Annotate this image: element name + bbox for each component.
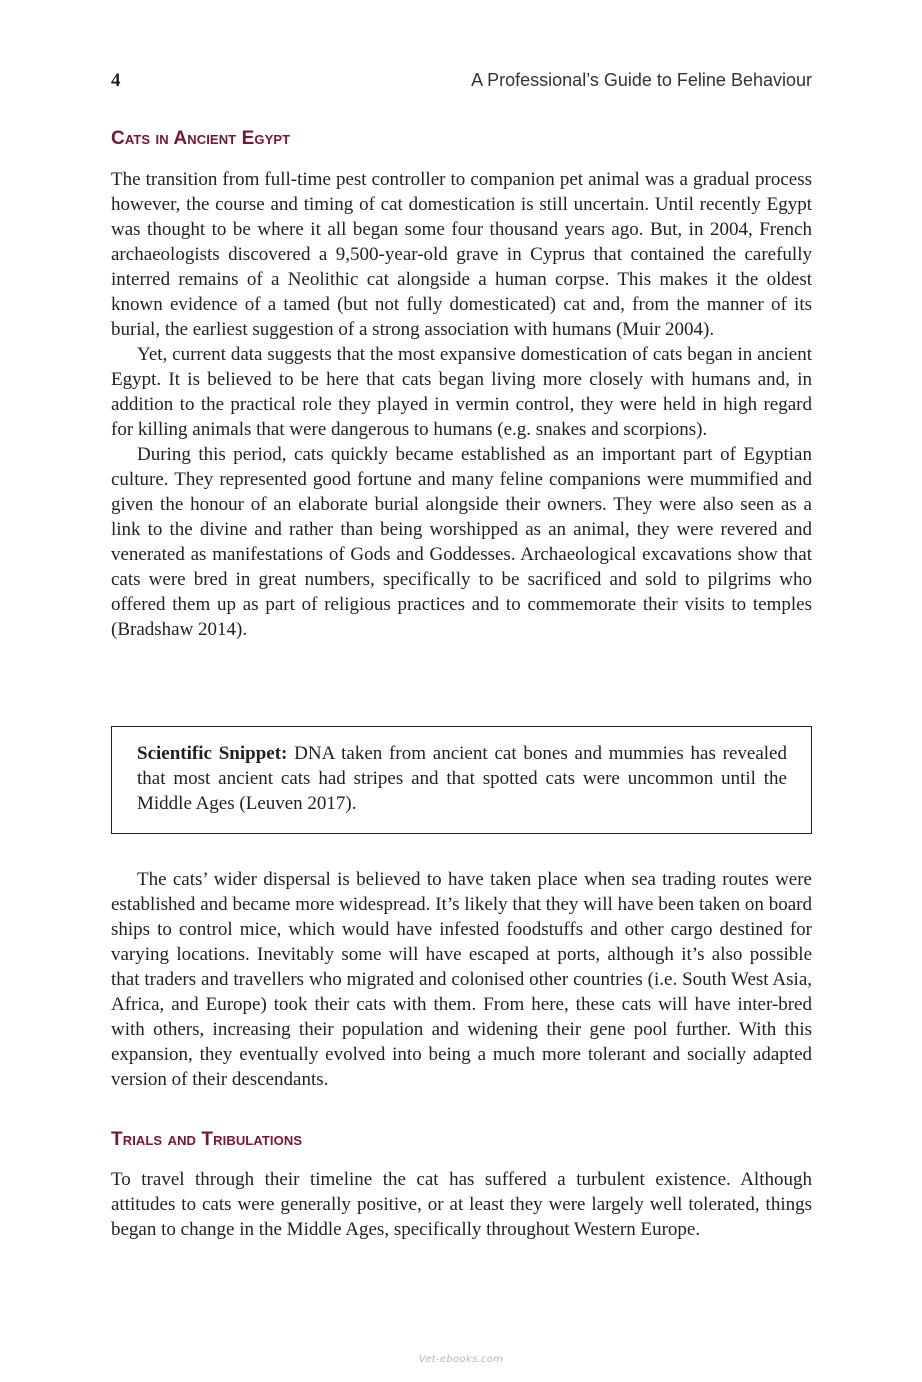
watermark-logo: Vet-ebooks.com <box>418 1354 504 1365</box>
paragraph-domestication-origins: The transition from full-time pest controller to companion pet animal was a gradual process however, the course and timing of cat domestication is still uncertain. Until recently Egypt was thought to be where it all began some four thousand years ago. But, in 2004, French archaeologists discovered a 9,500-year-old grave in Cyprus that contained the carefully interred remains of a Neolithic cat alongside a human corpse. This makes it the oldest known evidence of a tamed (but not fully domesticated) cat and, from the manner of its burial, the earliest suggestion of a strong association with humans (Muir 2004). <box>111 169 812 340</box>
trials-text-block <box>111 1167 812 1242</box>
scientific-snippet-body: DNA taken from ancient cat bones and mummies has revealed that most ancient cats had stripes and that spotted cats were uncommon until the Middle Ages (Leuven 2017). <box>137 743 787 814</box>
dispersal-text-block <box>111 867 812 1092</box>
scientific-snippet-text <box>137 741 787 816</box>
page-number: 4 <box>111 70 121 91</box>
section-heading-trials-and-tribulations: Trials and Tribulations <box>111 1129 303 1150</box>
section-heading-cats-in-ancient-egypt: Cats in Ancient Egypt <box>111 128 291 149</box>
scientific-snippet-box <box>111 726 812 834</box>
paragraph-egyptian-culture: During this period, cats quickly became established as an important part of Egyptian culture. They represented good fortune and many feline companions were mummified and given the honour of an elaborate burial alongside their owners. They were also seen as a link to the divine and rather than being worshipped as an animal, they were revered and venerated as manifestations of Gods and Goddesses. Archaeological excavations show that cats were bred in great numbers, specifically to be sacrificed and sold to pilgrims who offered them up as part of religious practices and to commemorate their visits to temples (Bradshaw 2014). <box>111 444 812 640</box>
paragraph-turbulent-existence: To travel through their timeline the cat has suffered a turbulent existence. Although attitudes to cats were generally positive, or at least they were largely well tolerated, things began to change in the Middle Ages, specifically throughout Western Europe. <box>111 1169 812 1240</box>
book-page <box>111 0 812 1382</box>
egypt-text-block <box>111 167 812 642</box>
running-book-title: A Professional’s Guide to Feline Behaviour <box>471 70 812 90</box>
running-head <box>111 70 812 96</box>
scientific-snippet-label: Scientific Snippet: <box>137 743 288 764</box>
paragraph-egypt-domestication: Yet, current data suggests that the most expansive domestication of cats began in ancient Egypt. It is believed to be here that cats began living more closely with humans and, in addition to the practical role they played in vermin control, they were held in high regard for killing animals that were dangerous to humans (e.g. snakes and scorpions). <box>111 344 812 440</box>
paragraph-wider-dispersal: The cats’ wider dispersal is believed to have taken place when sea trading routes were established and became more widespread. It’s likely that they will have been taken on board ships to control mice, which would have infested foodstuffs and other cargo destined for varying locations. Inevitably some will have escaped at ports, although it’s also possible that traders and travellers who migrated and colonised other countries (i.e. South West Asia, Africa, and Europe) took their cats with them. From here, these cats will have inter-bred with others, increasing their population and widening their gene pool further. With this expansion, they eventually evolved into being a much more tolerant and socially adapted version of their descendants. <box>111 869 812 1090</box>
